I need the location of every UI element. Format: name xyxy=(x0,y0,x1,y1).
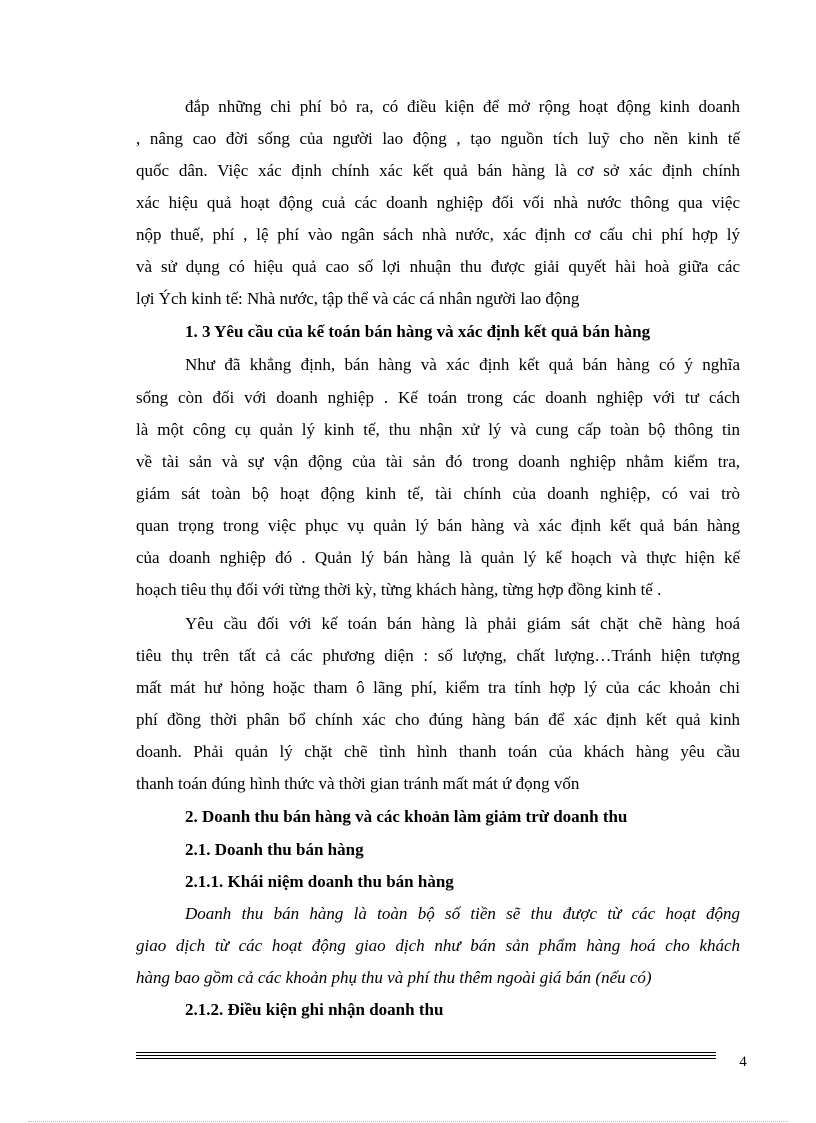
subsection-heading: 2.1.1. Khái niệm doanh thu bán hàng xyxy=(185,872,454,891)
body-text-line: về tài sản và sự vận động của tài sản đó trong doanh nghiệp nhằm kiểm tra, xyxy=(136,452,740,471)
body-text-line: đắp những chi phí bỏ ra, có điều kiện để mở rộng hoạt động kinh doanh xyxy=(185,97,740,116)
body-text-line: quan trọng trong việc phục vụ quản lý bán hàng và xác định kết quả bán hàng xyxy=(136,516,740,535)
body-text-line: xác hiệu quả hoạt động cuả các doanh nghiệp đối vối nhà nước thông qua việc xyxy=(136,193,740,212)
body-text-line: Như đã khẳng định, bán hàng và xác định kết quả bán hàng có ý nghĩa xyxy=(185,355,740,374)
body-text-line: và sử dụng có hiệu quả cao số lợi nhuận thu được giải quyết hài hoà giữa các xyxy=(136,257,740,276)
body-text-line: , nâng cao đời sống của người lao động , tạo nguồn tích luỹ cho nền kinh tế xyxy=(136,129,740,148)
subsection-heading: 2.1. Doanh thu bán hàng xyxy=(185,840,364,859)
footer-rule xyxy=(136,1058,716,1059)
body-text-line: doanh. Phải quản lý chặt chẽ tình hình thanh toán của khách hàng yêu cầu xyxy=(136,742,740,761)
subsection-heading: 2.1.2. Điều kiện ghi nhận doanh thu xyxy=(185,1000,444,1019)
body-text-line: tiêu thụ trên tất cả các phương diện : số lượng, chất lượng…Tránh hiện tượng xyxy=(136,646,740,665)
body-text-line: mất mát hư hỏng hoặc tham ô lãng phí, kiểm tra tính hợp lý của các khoản chi xyxy=(136,678,740,697)
definition-text-line: hàng bao gồm cả các khoản phụ thu và phí thu thêm ngoài giá bán (nếu có) xyxy=(136,968,652,987)
footer-rule xyxy=(136,1055,716,1056)
body-text-line: sống còn đối với doanh nghiệp . Kế toán trong các doanh nghiệp với tư cách xyxy=(136,388,740,407)
body-text-line: của doanh nghiệp đó . Quản lý bán hàng là quản lý kế hoạch và thực hiện kế xyxy=(136,548,740,567)
body-text-line: hoạch tiêu thụ đối với từng thời kỳ, từng khách hàng, từng hợp đồng kinh tế . xyxy=(136,580,662,599)
body-text-line: Yêu cầu đối với kế toán bán hàng là phải giám sát chặt chẽ hàng hoá xyxy=(185,614,740,633)
body-text-line: giám sát toàn bộ hoạt động kinh tế, tài chính của doanh nghiệp, có vai trò xyxy=(136,484,740,503)
definition-text-line: Doanh thu bán hàng là toàn bộ số tiền sẽ thu được từ các hoạt động xyxy=(185,904,740,923)
body-text-line: phí đồng thời phân bổ chính xác cho đúng hàng bán để xác định kết quả kinh xyxy=(136,710,740,729)
section-heading: 1. 3 Yêu cầu của kế toán bán hàng và xác định kết quả bán hàng xyxy=(185,322,651,341)
footer-rule xyxy=(136,1052,716,1053)
body-text-line: nộp thuế, phí , lệ phí vào ngân sách nhà nước, xác định cơ cấu chi phí hợp lý xyxy=(136,225,740,244)
definition-text-line: giao dịch từ các hoạt động giao dịch như bán sản phẩm hàng hoá cho khách xyxy=(136,936,740,955)
section-heading: 2. Doanh thu bán hàng và các khoản làm giảm trừ doanh thu xyxy=(185,807,628,826)
body-text-line: quốc dân. Việc xác định chính xác kết quả bán hàng là cơ sở xác định chính xyxy=(136,161,740,180)
page-boundary xyxy=(28,1121,788,1122)
body-text-line: lợi Ých kinh tế: Nhà nước, tập thể và các cá nhân người lao động xyxy=(136,289,580,308)
page-number: 4 xyxy=(739,1054,747,1070)
body-text-line: là một công cụ quản lý kinh tế, thu nhận xử lý và cung cấp toàn bộ thông tin xyxy=(136,420,740,439)
body-text-line: thanh toán đúng hình thức và thời gian tránh mất mát ứ đọng vốn xyxy=(136,774,580,793)
